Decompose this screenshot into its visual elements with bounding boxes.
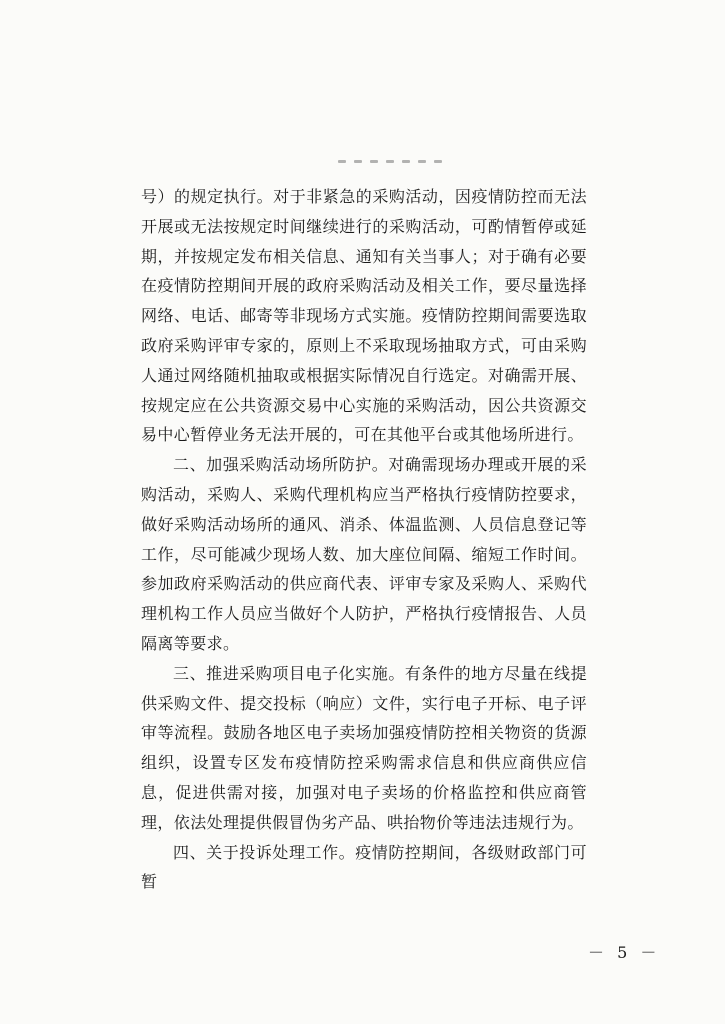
paragraph-section-two: 二、加强采购活动场所防护。对确需现场办理或开展的采购活动，采购人、采购代理机构应当严格执行疫情防控要求，做好采购活动场所的通风、消杀、体温监测、人员信息登记等工作，尽可能减少现场人数、加大座位间隔、缩短工作时间。参加政府采购活动的供应商代表、评审专家及采购人、采购代理机构工作人员应当做好个人防护，严格执行疫情报告、人员隔离等要求。 bbox=[141, 455, 587, 653]
scan-header-artifact bbox=[338, 160, 442, 170]
paragraph-section-four: 四、关于投诉处理工作。疫情防控期间，各级财政部门可暂 bbox=[141, 842, 587, 892]
document-body bbox=[141, 182, 587, 897]
paragraph-section-three: 三、推进采购项目电子化实施。有条件的地方尽量在线提供采购文件、提交投标（响应）文件，实行电子开标、电子评审等流程。鼓励各地区电子卖场加强疫情防控相关物资的货源组织，设置专区发布疫情防控采购需求信息和供应商供应信息，促进供需对接，加强对电子卖场的价格监控和供应商管理，依法处理提供假冒伪劣产品、哄抬物价等违法违规行为。 bbox=[141, 663, 587, 832]
page-number: － 5 － bbox=[588, 943, 661, 962]
paragraph-continuation: 号）的规定执行。对于非紧急的采购活动，因疫情防控而无法开展或无法按规定时间继续进行的采购活动，可酌情暂停或延期，并按规定发布相关信息、通知有关当事人；对于确有必要在疫情防控期间开展的政府采购活动及相关工作，要尽量选择网络、电话、邮寄等非现场方式实施。疫情防控期间需要选取政府采购评审专家的，原则上不采取现场抽取方式，可由采购人通过网络随机抽取或根据实际情况自行选定。对确需开展、按规定应在公共资源交易中心实施的采购活动，因公共资源交易中心暂停业务无法开展的，可在其他平台或其他场所进行。 bbox=[141, 187, 587, 445]
